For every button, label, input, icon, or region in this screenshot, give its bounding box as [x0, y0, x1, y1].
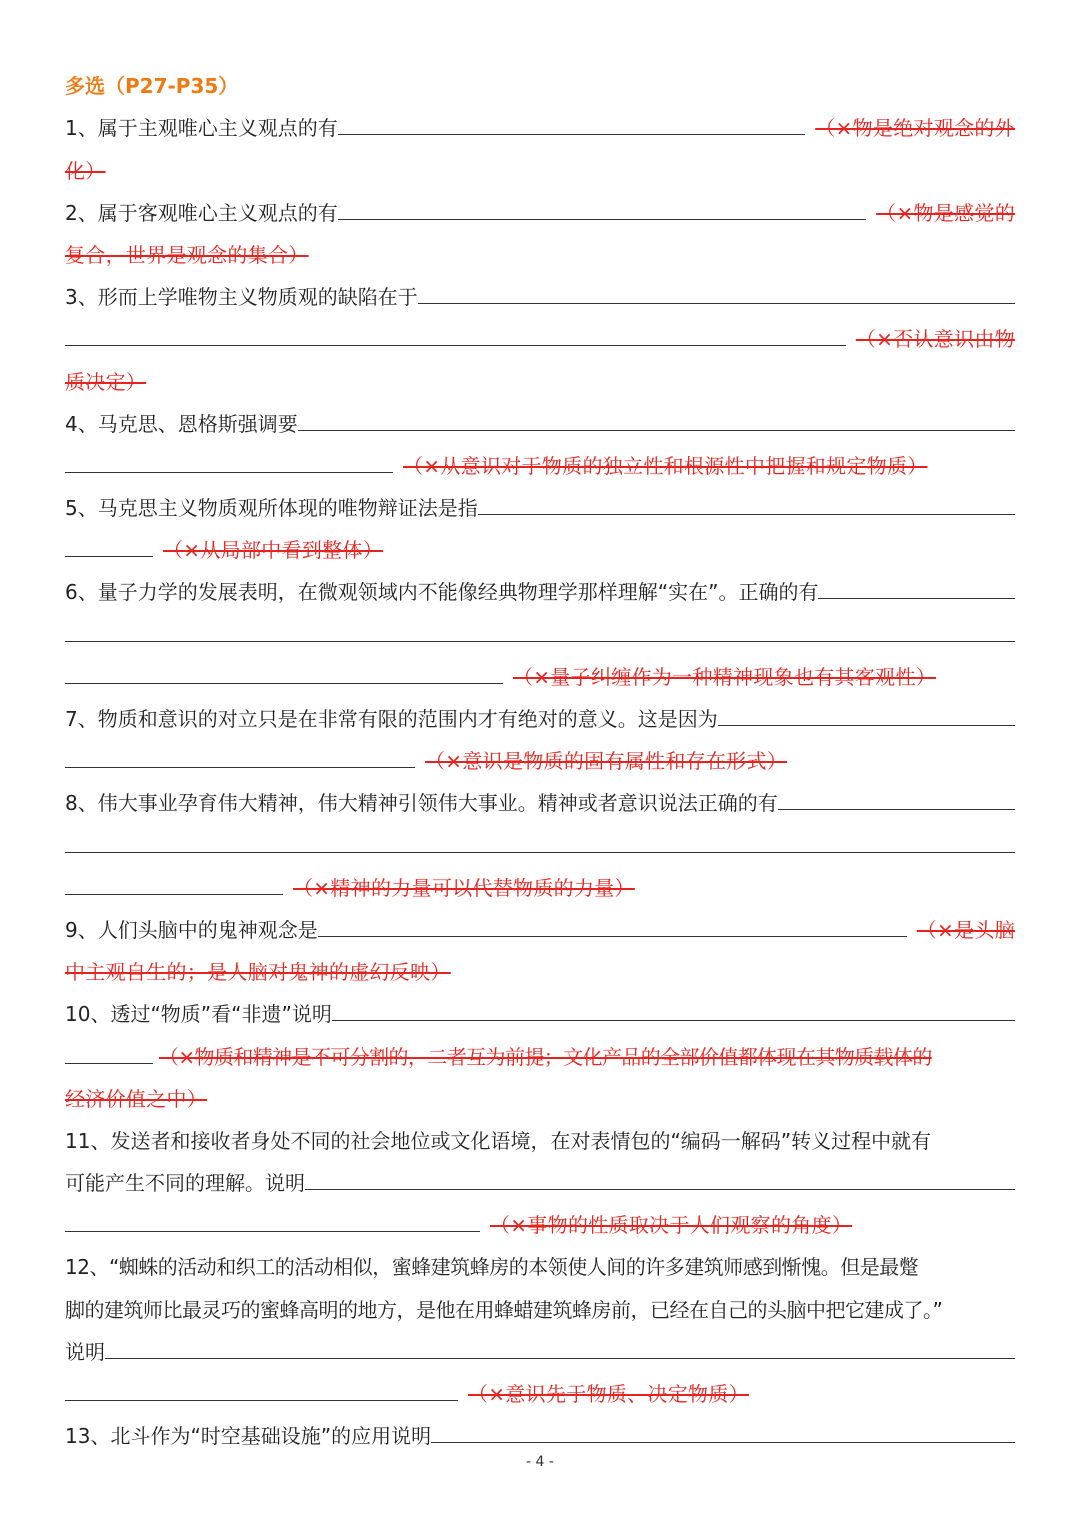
answer-blank[interactable] [478, 492, 1015, 515]
question-12-line-2 [65, 1281, 1015, 1323]
question-12-line-4 [65, 1366, 1015, 1408]
question-5-answer: （×从局部中看到整体） [163, 538, 384, 563]
question-2-line-2 [65, 227, 1015, 269]
question-4-stem: 4、马克思、恩格斯强调要 [65, 411, 298, 436]
question-11-line-1 [65, 1113, 1015, 1155]
question-3-stem: 3、形而上学唯物主义物质观的缺陷在于 [65, 285, 418, 310]
question-8-answer: （×精神的力量可以代替物质的力量） [293, 875, 635, 900]
question-13-stem: 13、北斗作为“时空基础设施”的应用说明 [65, 1424, 432, 1449]
answer-blank[interactable] [298, 408, 1015, 431]
answer-blank[interactable] [65, 450, 393, 473]
question-7-stem: 7、物质和意识的对立只是在非常有限的范围内才有绝对的意义。这是因为 [65, 707, 718, 731]
question-1-line-2 [65, 142, 1015, 184]
question-1-answer-cont: 化） [65, 158, 106, 183]
answer-blank[interactable] [338, 112, 806, 135]
question-10-answer-cont: 经济价值之中） [65, 1086, 208, 1111]
answer-blank[interactable] [65, 1041, 153, 1064]
answer-blank[interactable] [778, 787, 1015, 810]
question-13-line-1 [65, 1408, 1015, 1450]
question-6-answer: （×量子纠缠作为一种精神现象也有其客观性） [513, 664, 937, 689]
page-number: - 4 - [526, 1454, 554, 1470]
worksheet [65, 58, 1015, 1450]
answer-blank[interactable] [65, 661, 503, 684]
answer-blank[interactable] [305, 1167, 1015, 1190]
question-9-stem: 9、人们头脑中的鬼神观念是 [65, 917, 318, 942]
question-3-line-3 [65, 353, 1015, 395]
answer-blank[interactable] [65, 745, 415, 768]
answer-blank[interactable] [332, 998, 1015, 1021]
answer-blank[interactable] [718, 703, 1015, 726]
question-6-line-1 [65, 564, 1015, 606]
answer-blank[interactable] [65, 323, 846, 346]
answer-blank[interactable] [65, 619, 1015, 642]
question-5-line-2 [65, 522, 1015, 564]
answer-blank[interactable] [338, 197, 866, 220]
question-3-line-2 [65, 311, 1015, 353]
question-9-line-1 [65, 902, 1015, 944]
question-2-answer-cont: 复合，世界是观念的集合） [65, 242, 309, 267]
question-2-line-1 [65, 185, 1015, 227]
question-2-stem: 2、属于客观唯心主义观点的有 [65, 200, 338, 225]
section-header [65, 58, 1015, 100]
question-1-answer: （×物是绝对观念的外 [815, 116, 1015, 141]
question-12-answer: （×意识先于物质、决定物质） [468, 1382, 749, 1406]
question-3-line-1 [65, 269, 1015, 311]
answer-blank[interactable] [65, 872, 283, 895]
question-6-stem: 6、量子力学的发展表明，在微观领域内不能像经典物理学那样理解“实在”。正确的有 [65, 580, 819, 605]
question-11-line-3 [65, 1197, 1015, 1239]
question-8-line-3 [65, 860, 1015, 902]
question-3-answer: （×否认意识由物 [855, 327, 1015, 352]
question-9-line-2 [65, 944, 1015, 986]
question-4-answer: （×从意识对于物质的独立性和根源性中把握和规定物质） [403, 453, 928, 478]
question-11-stem-cont: 可能产生不同的理解。说明 [65, 1171, 305, 1196]
question-10-line-1 [65, 986, 1015, 1028]
question-11-stem: 11、发送者和接收者身处不同的社会地位或文化语境，在对表情包的“编码一解码”转义过程中就有 [65, 1128, 932, 1153]
answer-blank[interactable] [65, 534, 153, 557]
question-7-line-1 [65, 691, 1015, 733]
answer-blank[interactable] [65, 830, 1015, 853]
question-7-line-2 [65, 733, 1015, 775]
question-5-stem: 5、马克思主义物质观所体现的唯物辩证法是指 [65, 496, 478, 521]
question-2-answer: （×物是感觉的 [876, 200, 1015, 225]
question-1-stem: 1、属于主观唯心主义观点的有 [65, 116, 338, 141]
section-title: 多选（P27-P35） [65, 74, 239, 99]
answer-blank[interactable] [431, 1420, 1015, 1443]
question-11-line-2 [65, 1155, 1015, 1197]
question-12-line-1 [65, 1239, 1015, 1281]
answer-blank[interactable] [65, 1209, 480, 1232]
question-8-line-1 [65, 775, 1015, 817]
answer-blank[interactable] [418, 281, 1015, 304]
question-8-stem: 8、伟大事业孕育伟大精神，伟大精神引领伟大事业。精神或者意识说法正确的有 [65, 791, 778, 816]
question-5-line-1 [65, 480, 1015, 522]
question-10-answer: （×物质和精神是不可分割的，二者互为前提；文化产品的全部价值都体现在其物质载体的 [159, 1044, 932, 1069]
question-9-answer: （×是头脑 [916, 917, 1015, 942]
question-12-stem-cont: 脚的建筑师比最灵巧的蜜蜂高明的地方，是他在用蜂蜡建筑蜂房前，已经在自己的头脑中把它建成了。” [65, 1297, 943, 1322]
question-6-line-2 [65, 606, 1015, 648]
question-10-line-3 [65, 1071, 1015, 1113]
question-12-stem-end: 说明 [65, 1339, 105, 1364]
question-3-answer-cont: 质决定） [65, 369, 147, 394]
question-10-stem: 10、透过“物质”看“非遗”说明 [65, 1002, 332, 1027]
answer-blank[interactable] [318, 914, 907, 937]
answer-blank[interactable] [818, 576, 1015, 599]
question-11-answer: （×事物的性质取决于人们观察的角度） [490, 1213, 853, 1238]
answer-blank[interactable] [105, 1336, 1015, 1359]
question-4-line-2 [65, 438, 1015, 480]
question-10-line-2 [65, 1028, 1015, 1070]
question-12-stem: 12、“蜘蛛的活动和织工的活动相似，蜜蜂建筑蜂房的本领使人间的许多建筑师感到惭愧。但是最蹩 [65, 1255, 919, 1280]
question-12-line-3 [65, 1324, 1015, 1366]
question-9-answer-cont: 中主观自生的；是人脑对鬼神的虚幻反映） [65, 960, 451, 985]
question-1-line-1 [65, 100, 1015, 142]
question-8-line-2 [65, 817, 1015, 859]
question-4-line-1 [65, 396, 1015, 438]
question-7-answer: （×意识是物质的固有属性和存在形式） [425, 749, 788, 774]
answer-blank[interactable] [65, 1378, 458, 1401]
question-6-line-3 [65, 649, 1015, 691]
